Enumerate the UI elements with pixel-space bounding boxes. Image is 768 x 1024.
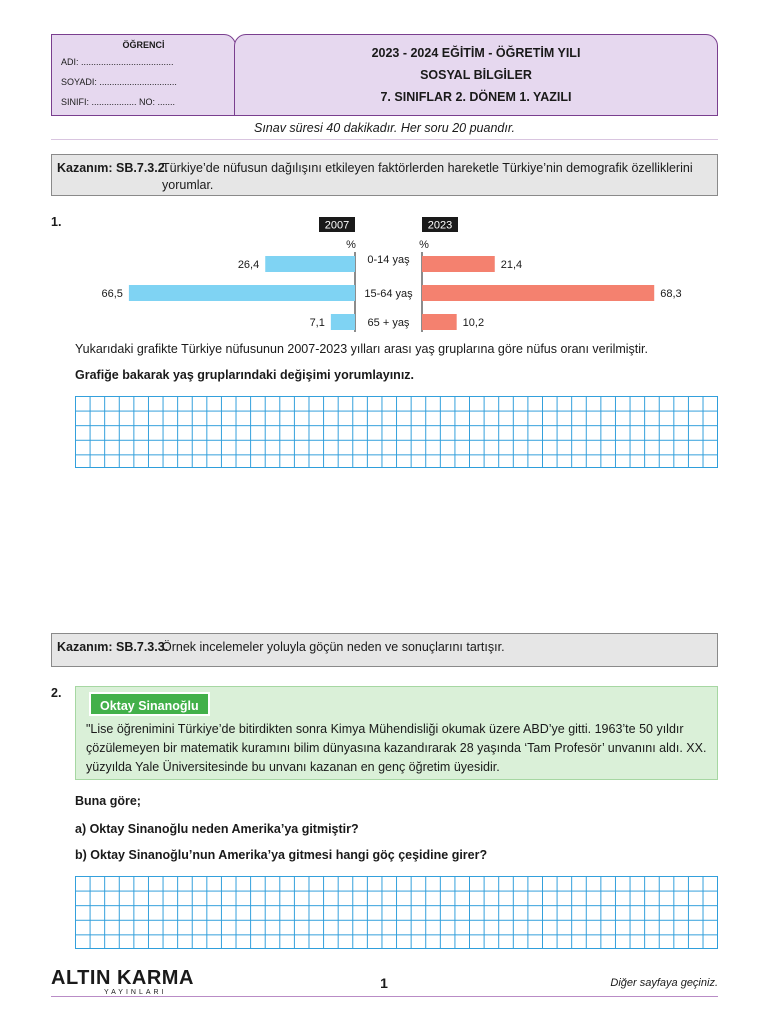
- value-label-2023-2: 10,2: [462, 317, 485, 329]
- kazanim-code-1: Kazanım: SB.7.3.2.: [57, 161, 169, 175]
- footer-divider: [51, 996, 718, 997]
- category-label-1: 15-64 yaş: [364, 288, 413, 300]
- exam-year: 2023 - 2024 EĞİTİM - ÖĞRETİM YILI: [371, 46, 581, 60]
- bar-2007-1: [129, 285, 355, 301]
- info-quote: "Lise öğrenimini Türkiye’de bitirdikten sonra Kimya Mühendisliği okumak üzere ABD’ye gitti. 1963’te 50 yıldır çözülemeyen bir matematik kuramını bilim dünyasına kazandırarak 28 yaşında ‘Tam Profesör’ unvanını aldı. XX. yüzyılda Yale Üniversitesinde bu unvanı kazanan en genç öğretim üyesidir.: [86, 722, 707, 774]
- exam-term: 7. SINIFLAR 2. DÖNEM 1. YAZILI: [380, 90, 572, 104]
- value-label-2023-1: 68,3: [660, 288, 682, 300]
- value-label-2007-1: 66,5: [101, 288, 123, 300]
- category-label-0: 0-14 yaş: [367, 254, 410, 266]
- question-1-prompt: Grafiğe bakarak yaş gruplarındaki değişimi yorumlayınız.: [75, 368, 415, 382]
- question-1-description: Yukarıdaki grafikte Türkiye nüfusunun 2007-2023 yılları arası yaş gruplarına göre nüfus oranı verilmiştir.: [75, 342, 648, 356]
- exam-subject: SOSYAL BİLGİLER: [420, 68, 532, 82]
- surname-field: SOYADI: ...............................: [61, 77, 177, 87]
- publisher-logo: ALTIN KARMA: [51, 967, 194, 989]
- population-chart: [0, 200, 768, 340]
- kazanim-text-2: Örnek incelemeler yoluyla göçün neden ve sonuçlarını tartışır.: [162, 640, 505, 654]
- kazanim-code-2: Kazanım: SB.7.3.3.: [57, 640, 169, 654]
- category-label-2: 65 + yaş: [367, 317, 410, 329]
- bar-2023-1: [422, 285, 654, 301]
- next-page-note: Diğer sayfaya geçiniz.: [610, 977, 718, 989]
- name-field: ADI: .....................................: [61, 57, 174, 67]
- kazanim-text-1: Türkiye’de nüfusun dağılışını etkileyen faktörlerden hareketle Türkiye’nin demografik özelliklerini yorumlar.: [162, 161, 693, 192]
- bar-2023-2: [422, 314, 457, 330]
- student-info-box: [51, 34, 236, 116]
- bar-2007-2: [331, 314, 355, 330]
- unit-label-left: %: [346, 239, 356, 251]
- exam-note: Sınav süresi 40 dakikadır. Her soru 20 puandır.: [253, 121, 516, 135]
- unit-label-right: %: [419, 239, 429, 251]
- series-2023-badge: 2023: [427, 219, 453, 232]
- page-number: 1: [380, 975, 388, 991]
- bar-2007-0: [265, 256, 355, 272]
- series-2007-badge: 2007: [324, 219, 350, 232]
- kazanim-box-1: [51, 154, 718, 196]
- exam-title-box: [234, 34, 718, 116]
- answer-grid-1[interactable]: [75, 396, 718, 468]
- value-label-2023-0: 21,4: [500, 259, 523, 271]
- info-tag: Oktay Sinanoğlu: [89, 692, 210, 716]
- question-number-2: 2.: [51, 686, 62, 700]
- divider: [51, 139, 718, 140]
- value-label-2007-2: 7,1: [309, 317, 325, 329]
- class-field: SINIFI: .................. NO: .......: [61, 97, 176, 107]
- question-number-1: 1.: [51, 215, 62, 229]
- question-2b: b) Oktay Sinanoğlu’nun Amerika’ya gitmesi hangi göç çeşidine girer?: [75, 848, 488, 862]
- bar-2023-0: [422, 256, 495, 272]
- question-2a: a) Oktay Sinanoğlu neden Amerika’ya gitmiştir?: [75, 822, 359, 836]
- kazanim-box-2: [51, 633, 718, 667]
- student-title: ÖĞRENCİ: [122, 40, 165, 50]
- value-label-2007-0: 26,4: [237, 259, 260, 271]
- publisher-logo-sub: YAYINLARI: [104, 989, 167, 996]
- question-2-intro: Buna göre;: [75, 794, 141, 808]
- answer-grid-2[interactable]: [75, 876, 718, 949]
